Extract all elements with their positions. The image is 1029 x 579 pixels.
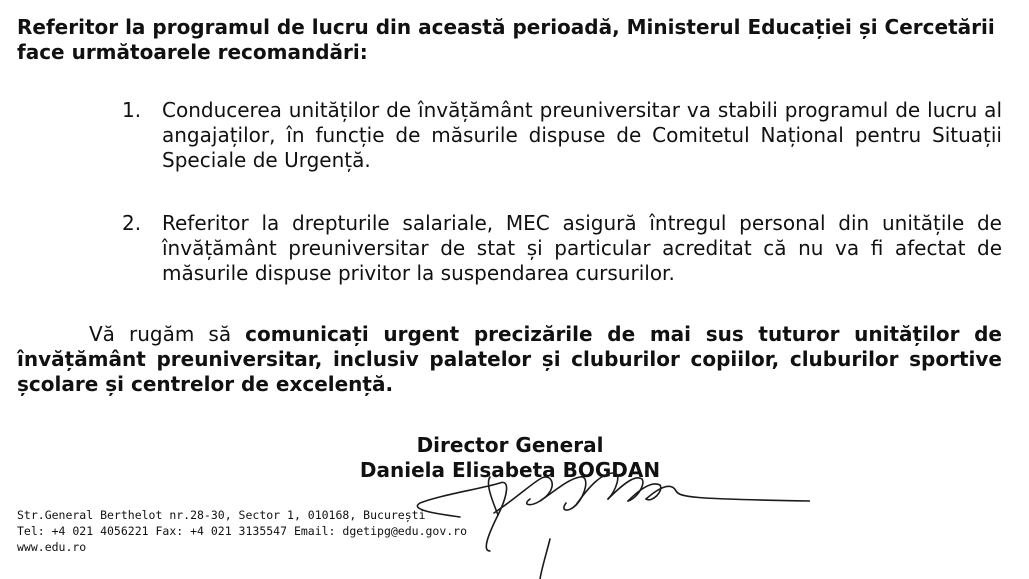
recommendation-number-1: 1. (122, 98, 142, 122)
intro-line-1: Referitor la programul de lucru din această perioadă, Ministerul Educației și Cercetării (17, 15, 995, 39)
signatory-title: Director General (416, 433, 604, 457)
recommendation-number-2: 2. (122, 211, 142, 235)
recommendation-text-2: Referitor la drepturile salariale, MEC asigură întregul personal din unitățile de învățământ preuniversitar de stat și particular acreditat că nu va fi afectat de măsurile dispuse privitor la suspendarea cursurilor. (162, 211, 1002, 285)
closing-emphasis: comunicați urgent precizările de mai sus tuturor unităților de învățământ preuniversitar, inclusiv palatelor și cluburilor copiilor, cluburilor sportive școlare și centrelor de excelență. (17, 322, 1002, 396)
intro-paragraph (17, 15, 1007, 65)
closing-lead: Vă rugăm să (89, 322, 246, 346)
intro-line-2: face următoarele recomandări: (17, 40, 368, 64)
footer-address: Str.General Berthelot nr.28-30, Sector 1, 010168, București (17, 508, 426, 522)
footer-website: www.edu.ro (17, 540, 87, 554)
closing-paragraph (17, 322, 1002, 397)
recommendation-text-1: Conducerea unităților de învățământ preuniversitar va stabili programul de lucru al angajaților, în funcție de măsurile dispuse de Comitetul Național pentru Situații Speciale de Urgență. (162, 98, 1002, 172)
footer-contact-line: Tel: +4 021 4056221 Fax: +4 021 3135547 Email: dgetipg@edu.gov.ro (17, 524, 468, 538)
footer-contact (17, 507, 467, 555)
signatory-name: Daniela Elisabeta BOGDAN (359, 458, 661, 482)
